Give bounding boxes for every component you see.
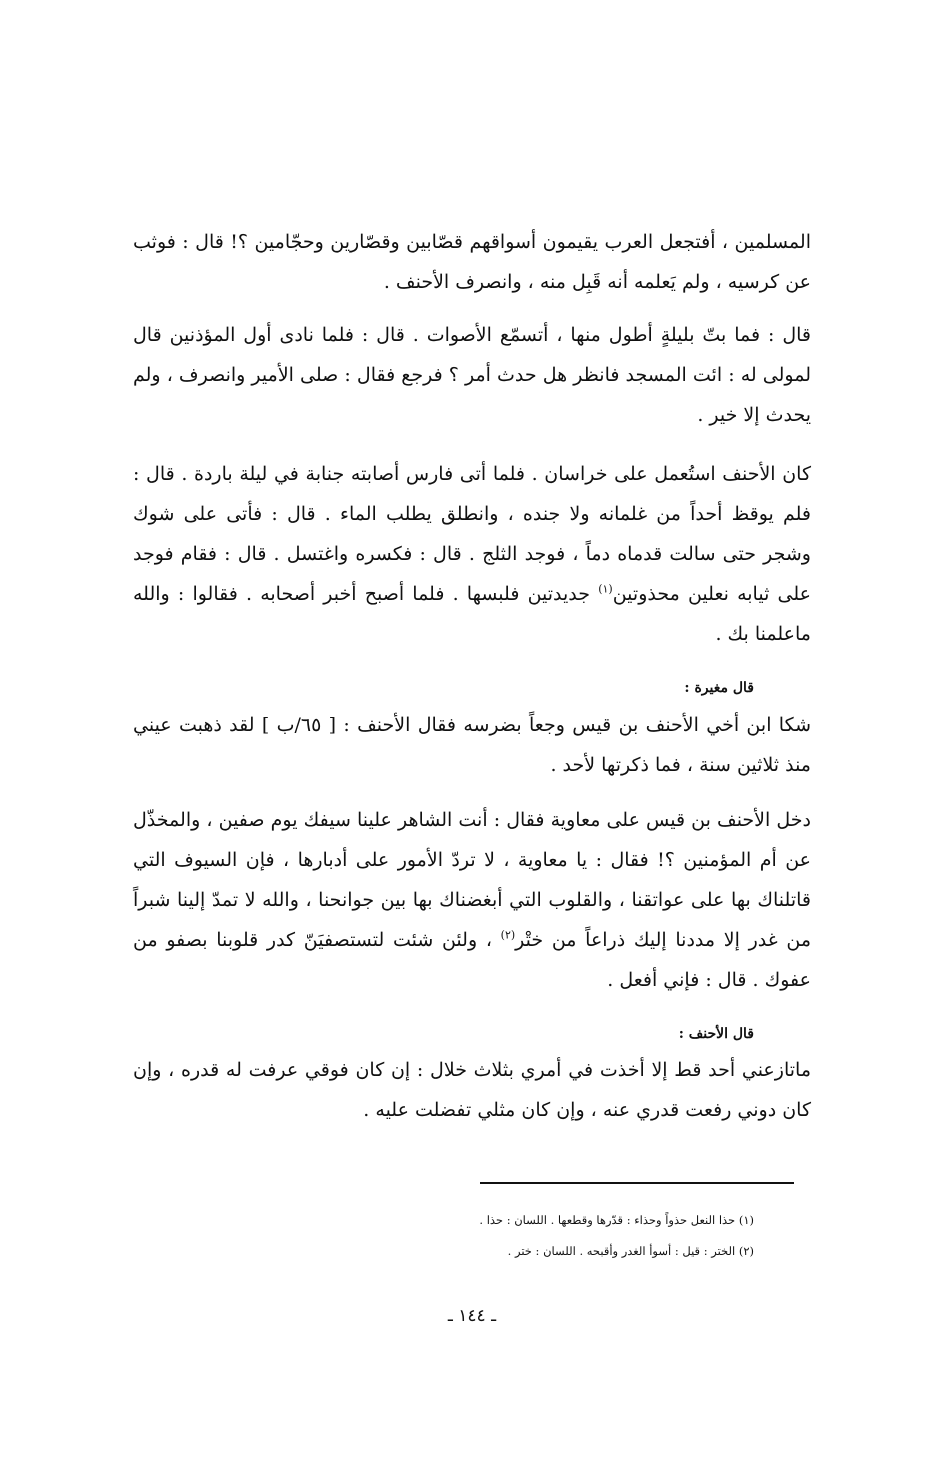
paragraph-5-text: دخل الأحنف بن قيس على معاوية فقال : أنت الشاهر علينا سيفك يوم صفين ، والمخذّل عن أم المؤمنين ؟! فقال : يا معاوية ، لا تردّ الأمور على أدبارها ، فإن السيوف التي قاتلناك بها على عواتقنا ، والقلوب التي أبغضناك بها بين جوانحنا ، والله لا تمدّ إلينا شبراً من غدر إلا مددنا إليك ذراعاً من ختْر (133, 809, 811, 951)
paragraph-2 (133, 315, 811, 435)
footnote-mark-1: (١) (598, 582, 613, 596)
paragraph-1-text: المسلمين ، أفتجعل العرب يقيمون أسواقهم قصّابين وقصّارين وحجّامين ؟! قال : فوثب عن كرسيه ، ولم يَعلمه أنه قَبِل منه ، وانصرف الأحنف . (133, 231, 811, 293)
paragraph-1 (133, 222, 811, 302)
footnote-1: (١) حذا النعل حذواً وحذاء : قدّرها وقطعها . اللسان : حذا . (479, 1213, 754, 1227)
paragraph-5 (133, 800, 811, 1000)
paragraph-3 (133, 454, 811, 654)
footnote-separator (480, 1182, 794, 1184)
paragraph-6 (133, 1050, 811, 1130)
paragraph-4 (133, 705, 811, 785)
paragraph-5-tail: ، ولئن شئت لتستصفيَنّ كدر قلوبنا بصفو من عفوك . قال : فإني أفعل . (133, 929, 811, 991)
page-number: ـ ١٤٤ ـ (447, 1306, 497, 1326)
heading-mughira: قال مغيرة : (684, 680, 754, 696)
footnote-mark-2: (٢) (500, 928, 516, 942)
paragraph-2-text: قال : فما بتّ بليلةٍ أطول منها ، أتسمّع الأصوات . قال : فلما نادى أول المؤذنين قال لمولى له : ائت المسجد فانظر هل حدث أمر ؟ فرجع فقال : صلى الأمير وانصرف ، ولم يحدث إلا خير . (133, 324, 811, 426)
heading-ahnaf: قال الأحنف : (678, 1026, 754, 1042)
paragraph-6-text: ماتازعني أحد قط إلا أخذت في أمري بثلاث خلال : إن كان فوقي عرفت له قدره ، وإن كان دوني رفعت قدري عنه ، وإن كان مثلي تفضلت عليه . (133, 1059, 811, 1121)
paragraph-4-text: شكا ابن أخي الأحنف بن قيس وجعاً بضرسه فقال الأحنف : [ ٦٥/ب ] لقد ذهبت عيني منذ ثلاثين سنة ، فما ذكرتها لأحد . (133, 714, 811, 776)
footnote-2: (٢) الختر : قيل : أسوأ الغدر وأقبحه . اللسان : ختر . (507, 1244, 754, 1258)
paragraph-3-tail: جديدتين فلبسها . فلما أصبح أخبر أصحابه . فقالوا : والله ماعلمنا بك . (133, 583, 811, 645)
paragraph-3-text: كان الأحنف استُعمل على خراسان . فلما أتى فارس أصابته جنابة في ليلة باردة . قال : فلم يوقظ أحداً من غلمانه ولا جنده ، وانطلق يطلب الماء . قال : فأتى على شوك وشجر حتى سالت قدماه دماً ، فوجد الثلج . قال : فكسره واغتسل . قال : فقام فوجد على ثيابه نعلين محذوتين (133, 463, 811, 605)
